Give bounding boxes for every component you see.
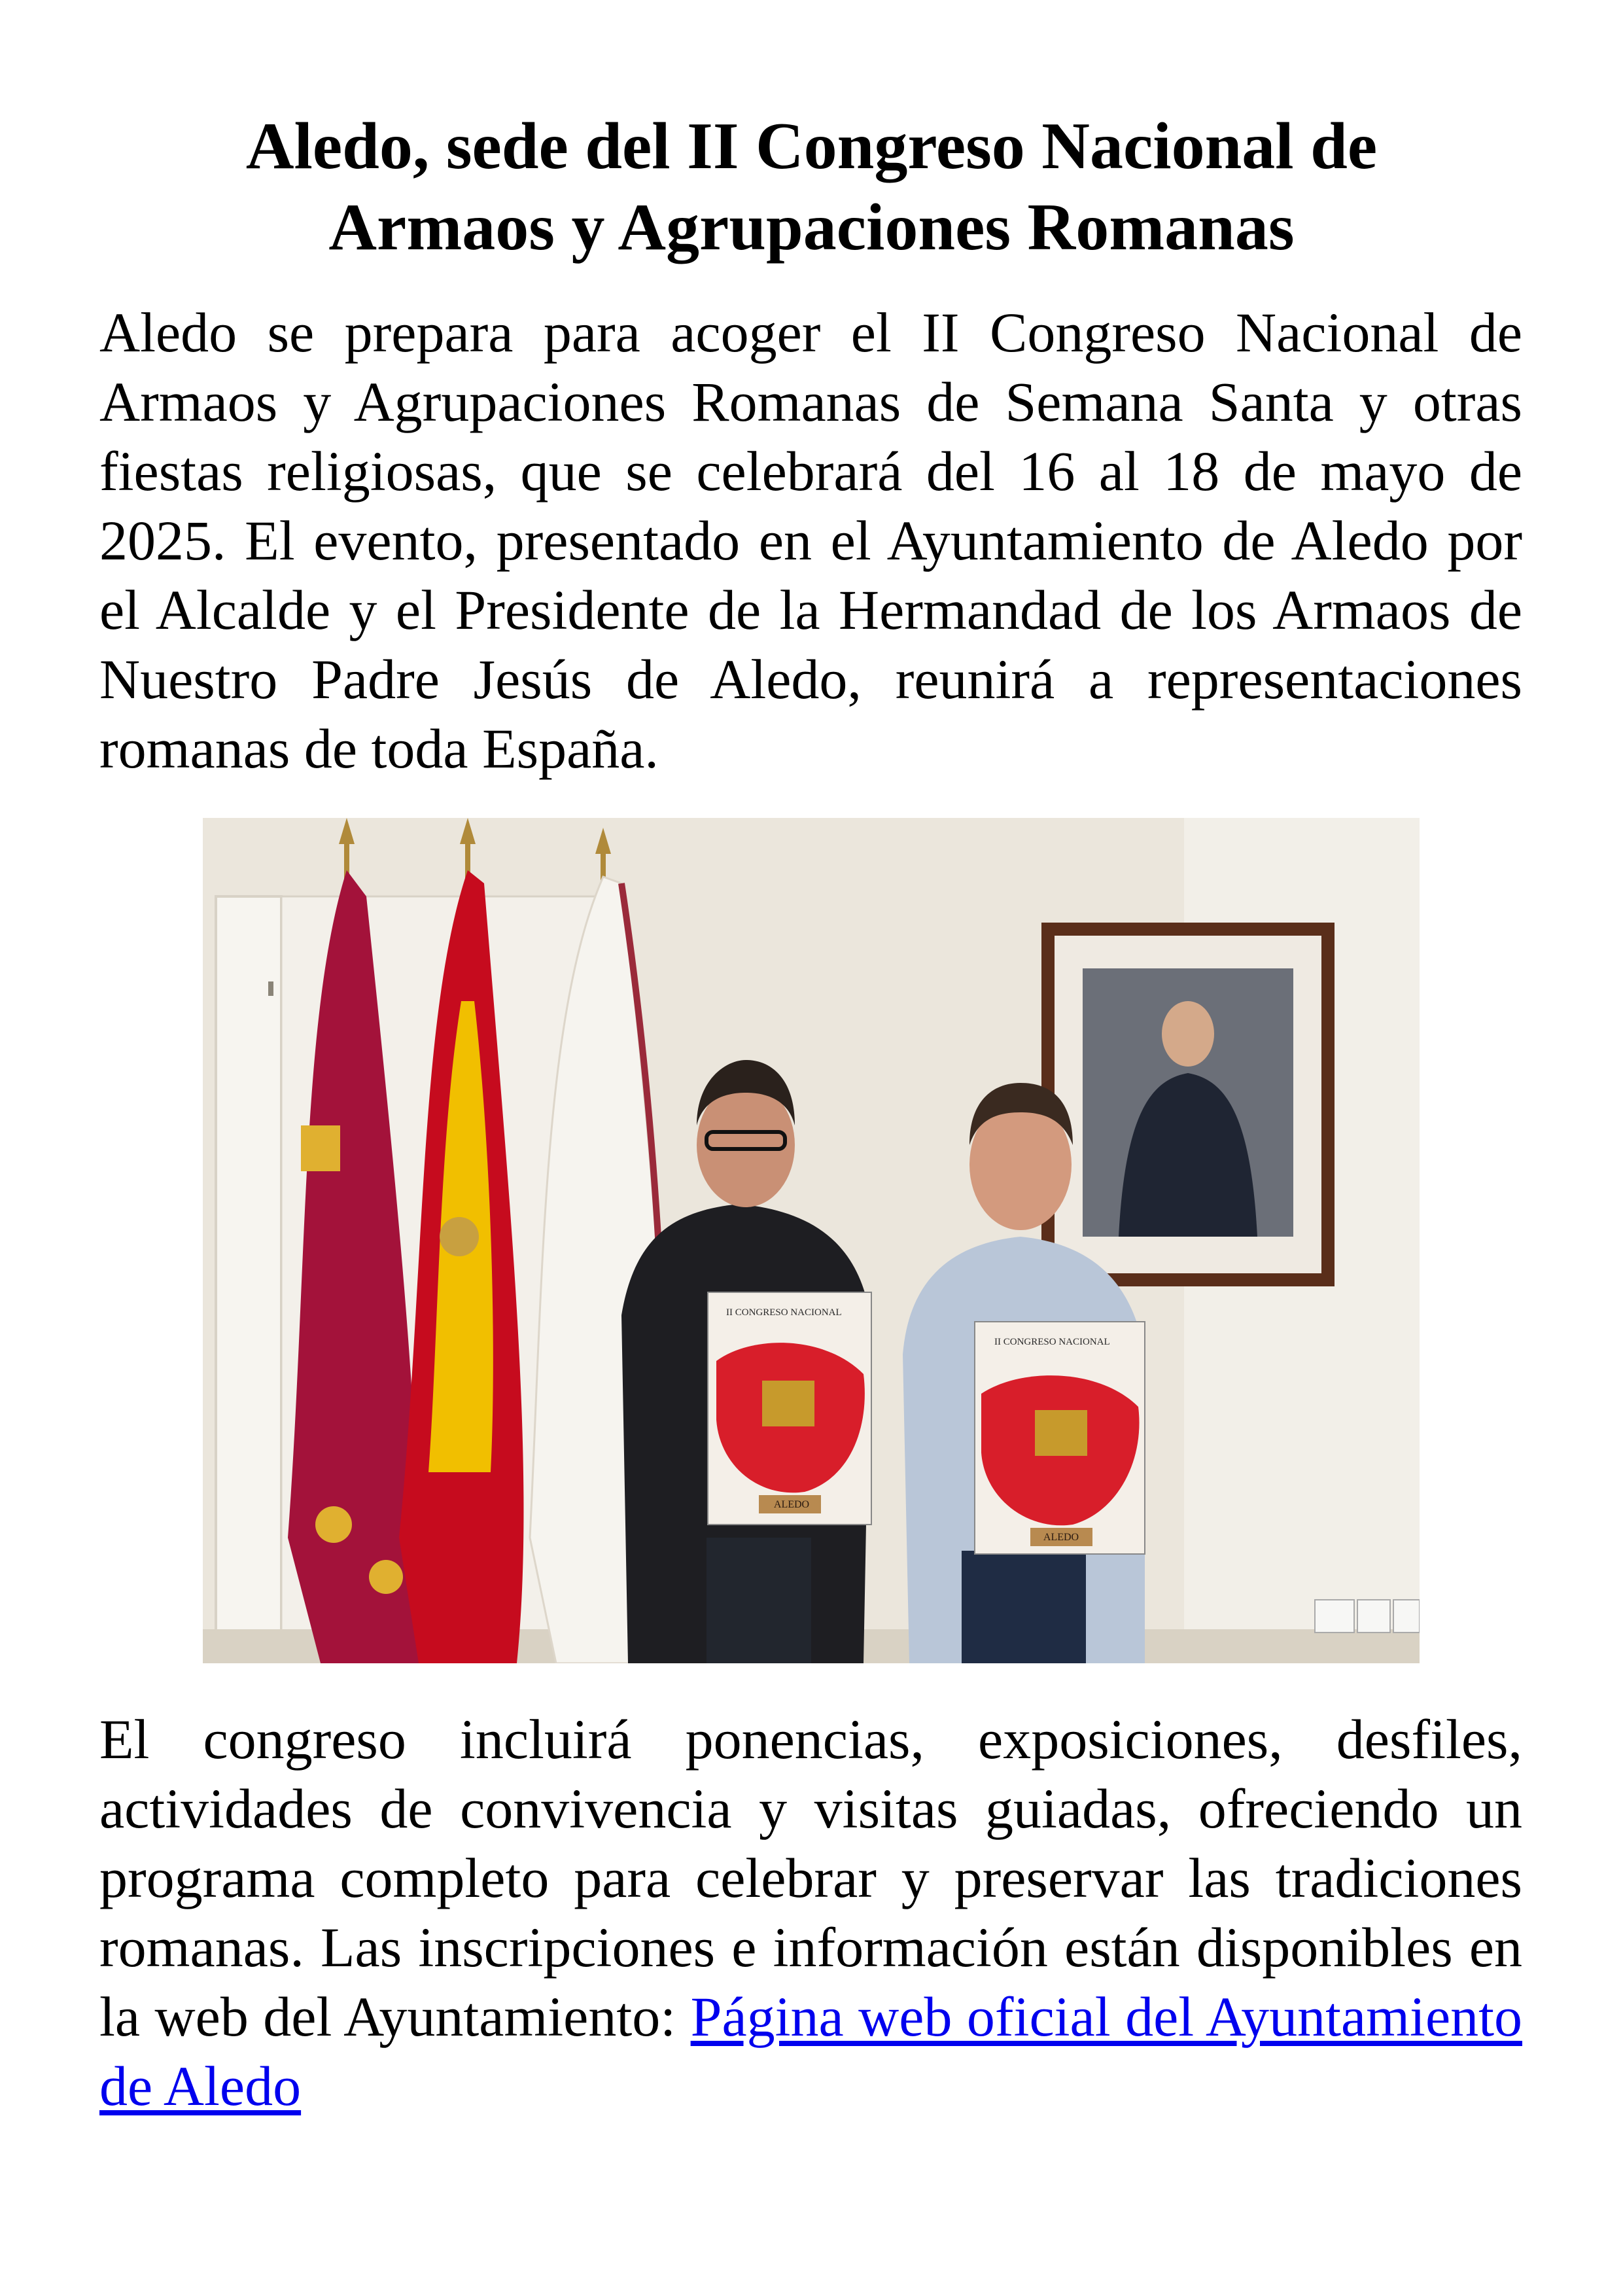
poster-left [708,1292,871,1525]
poster-right-footer: ALEDO [1043,1532,1079,1543]
framed-portrait [1041,923,1335,1286]
intro-paragraph: Aledo se prepara para acoger el II Congreso Nacional de Armaos y Agrupaciones Romanas de Semana Santa y otras fiestas religiosas, que se celebrará del 16 al 18 de mayo de 2025. El evento, presentado en el Ayuntamiento de Aledo por el Alcalde y el Presidente de la Hermandad de los Armaos de Nuestro Padre Jesús de Aledo, reunirá a representaciones romanas de toda España. [99,301,1522,780]
details-text: El congreso incluirá ponencias, exposiciones, desfiles, actividades de convivencia y visitas guiadas, ofreciendo un programa completo para celebrar y preservar las tradiciones romanas. Las inscripciones e información están disponibles en la web del Ayuntamiento: [99,1708,1522,2048]
poster-left-title: II CONGRESO NACIONAL [726,1307,842,1318]
poster-left-footer: ALEDO [773,1499,810,1510]
article-title [98,106,1525,268]
press-photo [203,818,1420,1663]
title-line-2: Armaos y Agrupaciones Romanas [328,190,1295,264]
details-paragraph [99,1704,1522,2121]
title-line-1: Aledo, sede del II Congreso Nacional de [245,109,1378,183]
wall-sockets [1315,1600,1420,1633]
poster-right-title: II CONGRESO NACIONAL [994,1337,1110,1347]
poster-right [975,1322,1145,1554]
aledo-website-link[interactable]: Página web oficial del Ayuntamiento de Aledo [99,1985,1523,2117]
